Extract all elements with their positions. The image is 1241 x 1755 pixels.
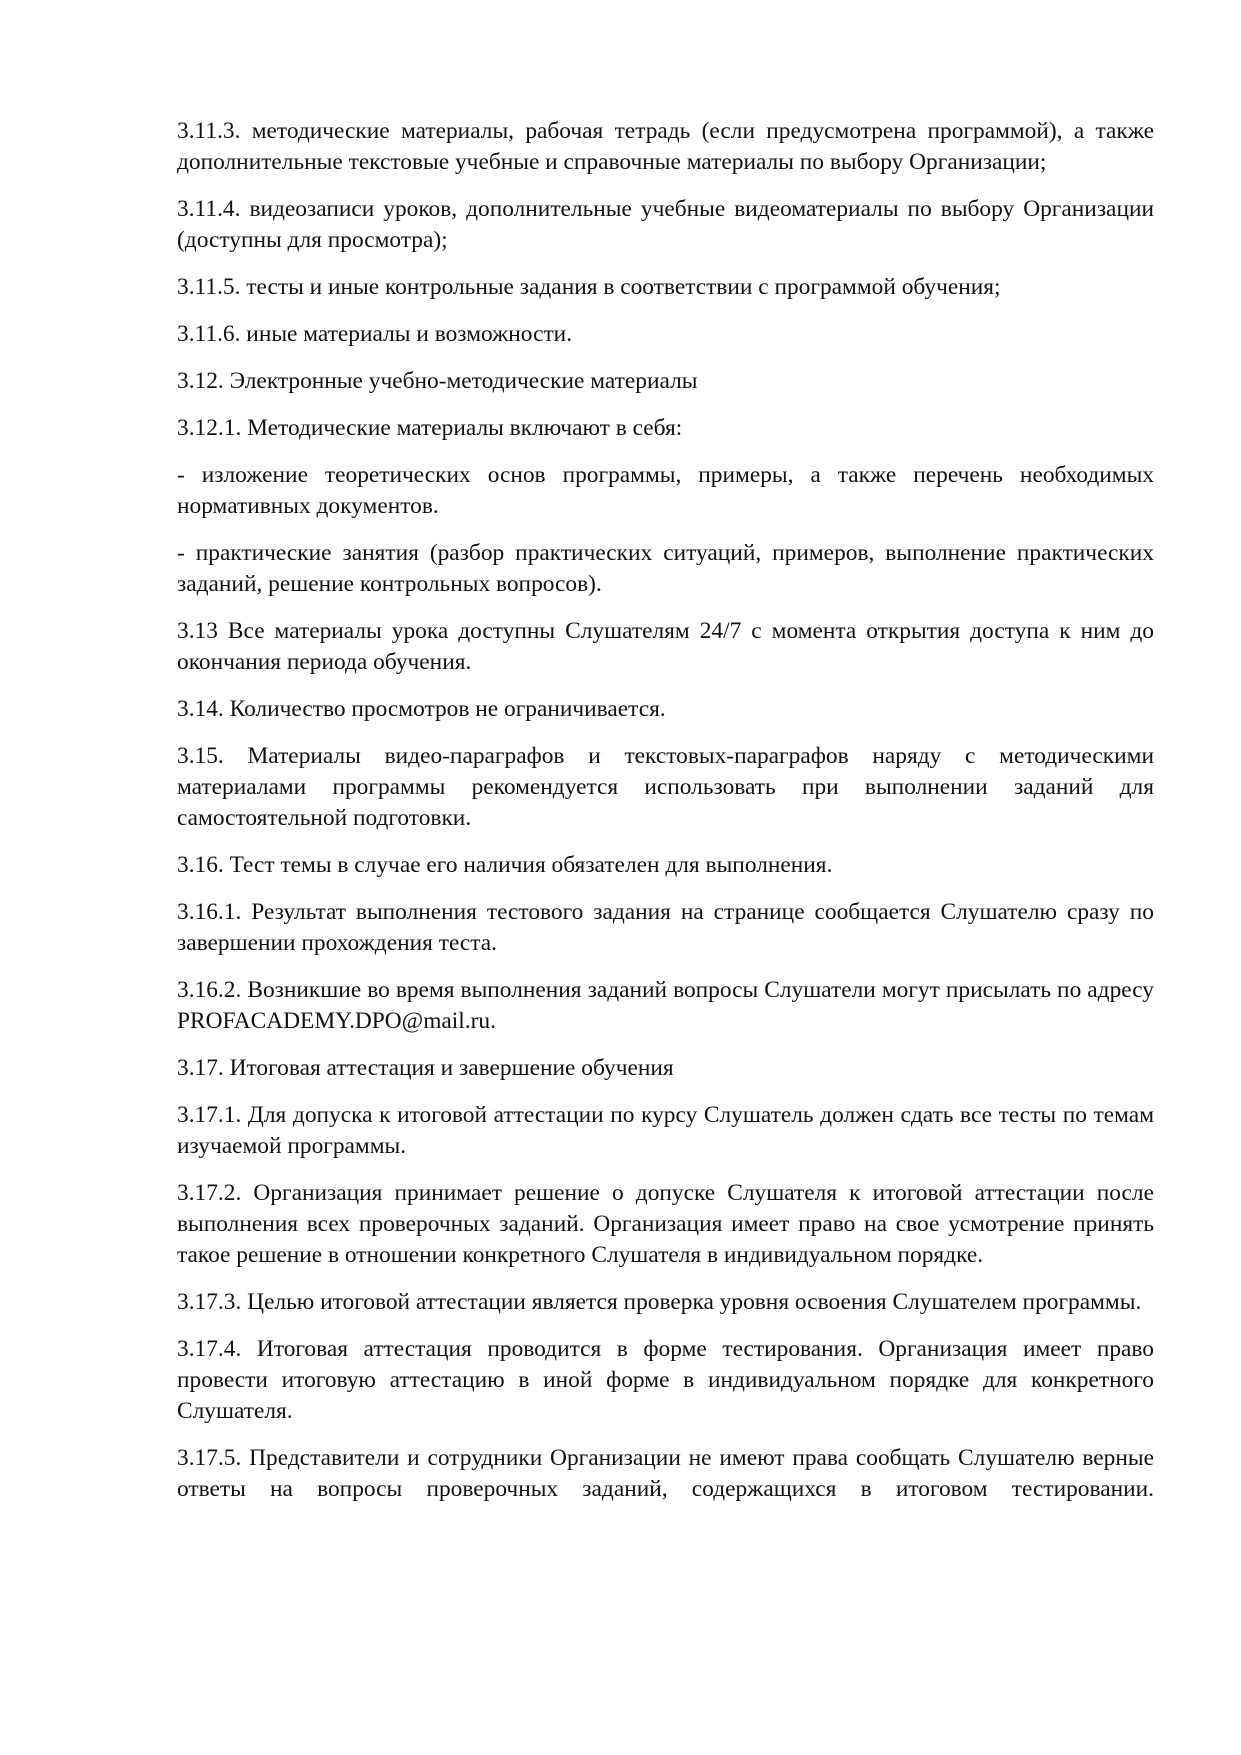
paragraph-3-11-6: 3.11.6. иные материалы и возможности. <box>177 321 573 347</box>
paragraph-3-17-4: 3.17.4. Итоговая аттестация проводится в форме тестирования. Организация имеет право провести итоговую аттестацию в иной форме в индивидуальном порядке для конкретного Слушателя. <box>177 1336 1154 1424</box>
paragraph-3-17-1: 3.17.1. Для допуска к итоговой аттестации по курсу Слушатель должен сдать все тесты по темам изучаемой программы. <box>177 1102 1154 1159</box>
paragraph-3-16-1: 3.16.1. Результат выполнения тестового задания на странице сообщается Слушателю сразу по завершении прохождения теста. <box>177 899 1154 956</box>
paragraph-3-17-2: 3.17.2. Организация принимает решение о допуске Слушателя к итоговой аттестации после выполнения всех проверочных заданий. Организация имеет право на свое усмотрение принять такое решение в отношении конкретного Слушателя в индивидуальном порядке. <box>177 1180 1154 1268</box>
paragraph-3-12: 3.12. Электронные учебно-методические материалы <box>177 368 698 394</box>
paragraph-3-11-4: 3.11.4. видеозаписи уроков, дополнительные учебные видеоматериалы по выбору Организации (доступны для просмотра); <box>177 196 1154 253</box>
list-item-theory: - изложение теоретических основ программы, примеры, а также перечень необходимых нормативных документов. <box>177 462 1154 519</box>
list-item-practice: - практические занятия (разбор практических ситуаций, примеров, выполнение практических заданий, решение контрольных вопросов). <box>177 540 1154 597</box>
paragraph-3-16: 3.16. Тест темы в случае его наличия обязателен для выполнения. <box>177 852 833 878</box>
document-page <box>177 116 1154 1521</box>
paragraph-3-13: 3.13 Все материалы урока доступны Слушателям 24/7 с момента открытия доступа к ним до окончания периода обучения. <box>177 618 1154 675</box>
paragraph-3-17-3: 3.17.3. Целью итоговой аттестации является проверка уровня освоения Слушателем программы. <box>177 1289 1142 1315</box>
paragraph-3-11-3: 3.11.3. методические материалы, рабочая тетрадь (если предусмотрена программой), а также дополнительные текстовые учебные и справочные материалы по выбору Организации; <box>177 118 1154 175</box>
paragraph-3-16-2: 3.16.2. Возникшие во время выполнения заданий вопросы Слушатели могут присылать по адресу PROFACADEMY.DPO@mail.ru. <box>177 977 1154 1034</box>
paragraph-3-17-5: 3.17.5. Представители и сотрудники Организации не имеют права сообщать Слушателю верные ответы на вопросы проверочных заданий, содержащихся в итоговом тестировании. <box>177 1445 1154 1502</box>
paragraph-3-17: 3.17. Итоговая аттестация и завершение обучения <box>177 1055 674 1081</box>
paragraph-3-12-1: 3.12.1. Методические материалы включают в себя: <box>177 415 683 441</box>
paragraph-3-14: 3.14. Количество просмотров не ограничивается. <box>177 696 666 722</box>
paragraph-3-15: 3.15. Материалы видео-параграфов и текстовых-параграфов наряду с методическими материалами программы рекомендуется использовать при выполнении заданий для самостоятельной подготовки. <box>177 743 1154 831</box>
paragraph-3-11-5: 3.11.5. тесты и иные контрольные задания в соответствии с программой обучения; <box>177 274 1001 300</box>
